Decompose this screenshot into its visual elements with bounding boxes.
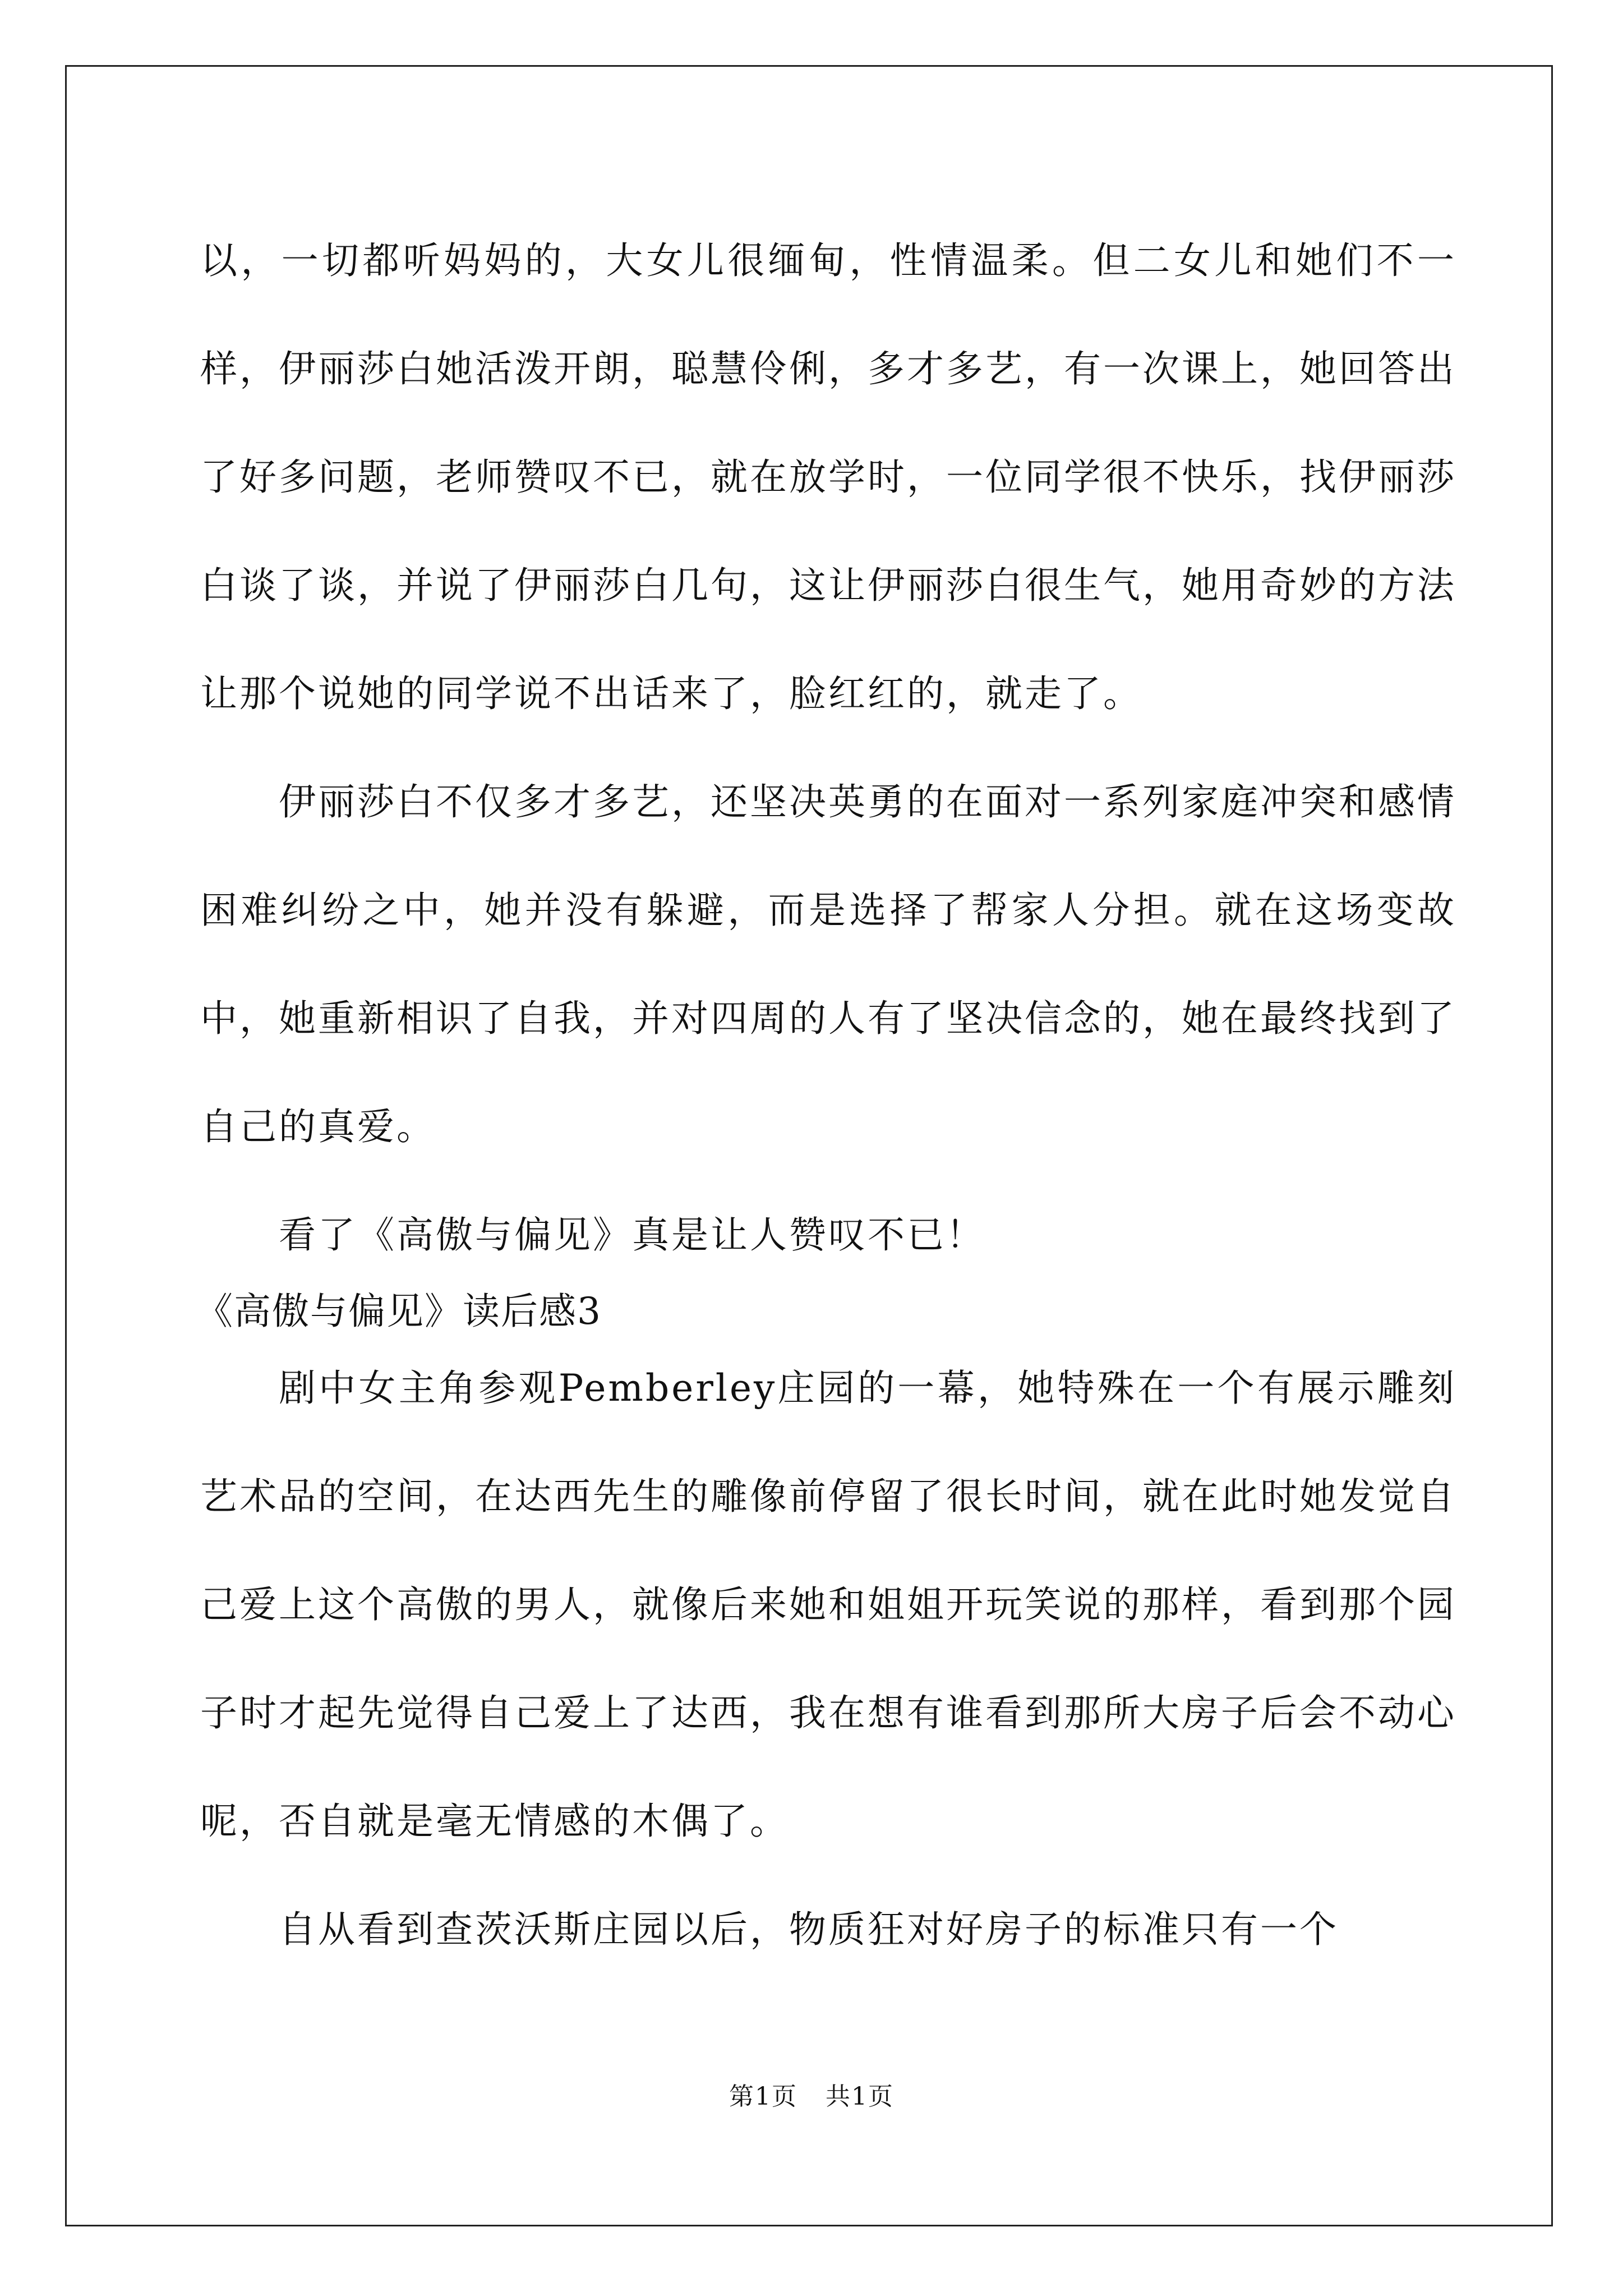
paragraph-2: 伊丽莎白不仅多才多艺，还坚决英勇的在面对一系列家庭冲突和感情困难纠纷之中，她并没有躲避，而是选择了帮家人分担。就在这场变故中，她重新相识了自我，并对四周的人有了坚决信念的，她在最终找到了自己的真爱。 (200, 780, 1456, 1148)
paragraph-5: 自从看到查茨沃斯庄园以后，物质狂对好房子的标准只有一个 (279, 1908, 1339, 1951)
page-total: 共1页 (826, 2082, 894, 2111)
paragraph-4: 剧中女主角参观Pemberley庄园的一幕，她特殊在一个有展示雕刻艺术品的空间，在达西先生的雕像前停留了很长时间，就在此时她发觉自己爱上这个高傲的男人，就像后来她和姐姐开玩笑说的那样，看到那个园子时才起先觉得自己爱上了达西，我在想有谁看到那所大房子后会不动心呢，否自就是毫无情感的木偶了。 (200, 1366, 1456, 1843)
paragraph-3: 看了《高傲与偏见》真是让人赞叹不已！ (279, 1213, 985, 1257)
section-heading: 《高傲与偏见》读后感3 (196, 1290, 602, 1333)
document-body (196, 206, 1456, 1984)
paragraph-1: 以，一切都听妈妈的，大女儿很缅甸，性情温柔。但二女儿和她们不一样，伊丽莎白她活泼开朗，聪慧伶俐，多才多艺，有一次课上，她回答出了好多问题，老师赞叹不已，就在放学时，一位同学很不快乐，找伊丽莎白谈了谈，并说了伊丽莎白几句，这让伊丽莎白很生气，她用奇妙的方法让那个说她的同学说不出话来了，脸红红的，就走了。 (200, 239, 1456, 715)
page-footer (0, 2080, 1623, 2114)
page-number: 第1页 (729, 2082, 797, 2111)
